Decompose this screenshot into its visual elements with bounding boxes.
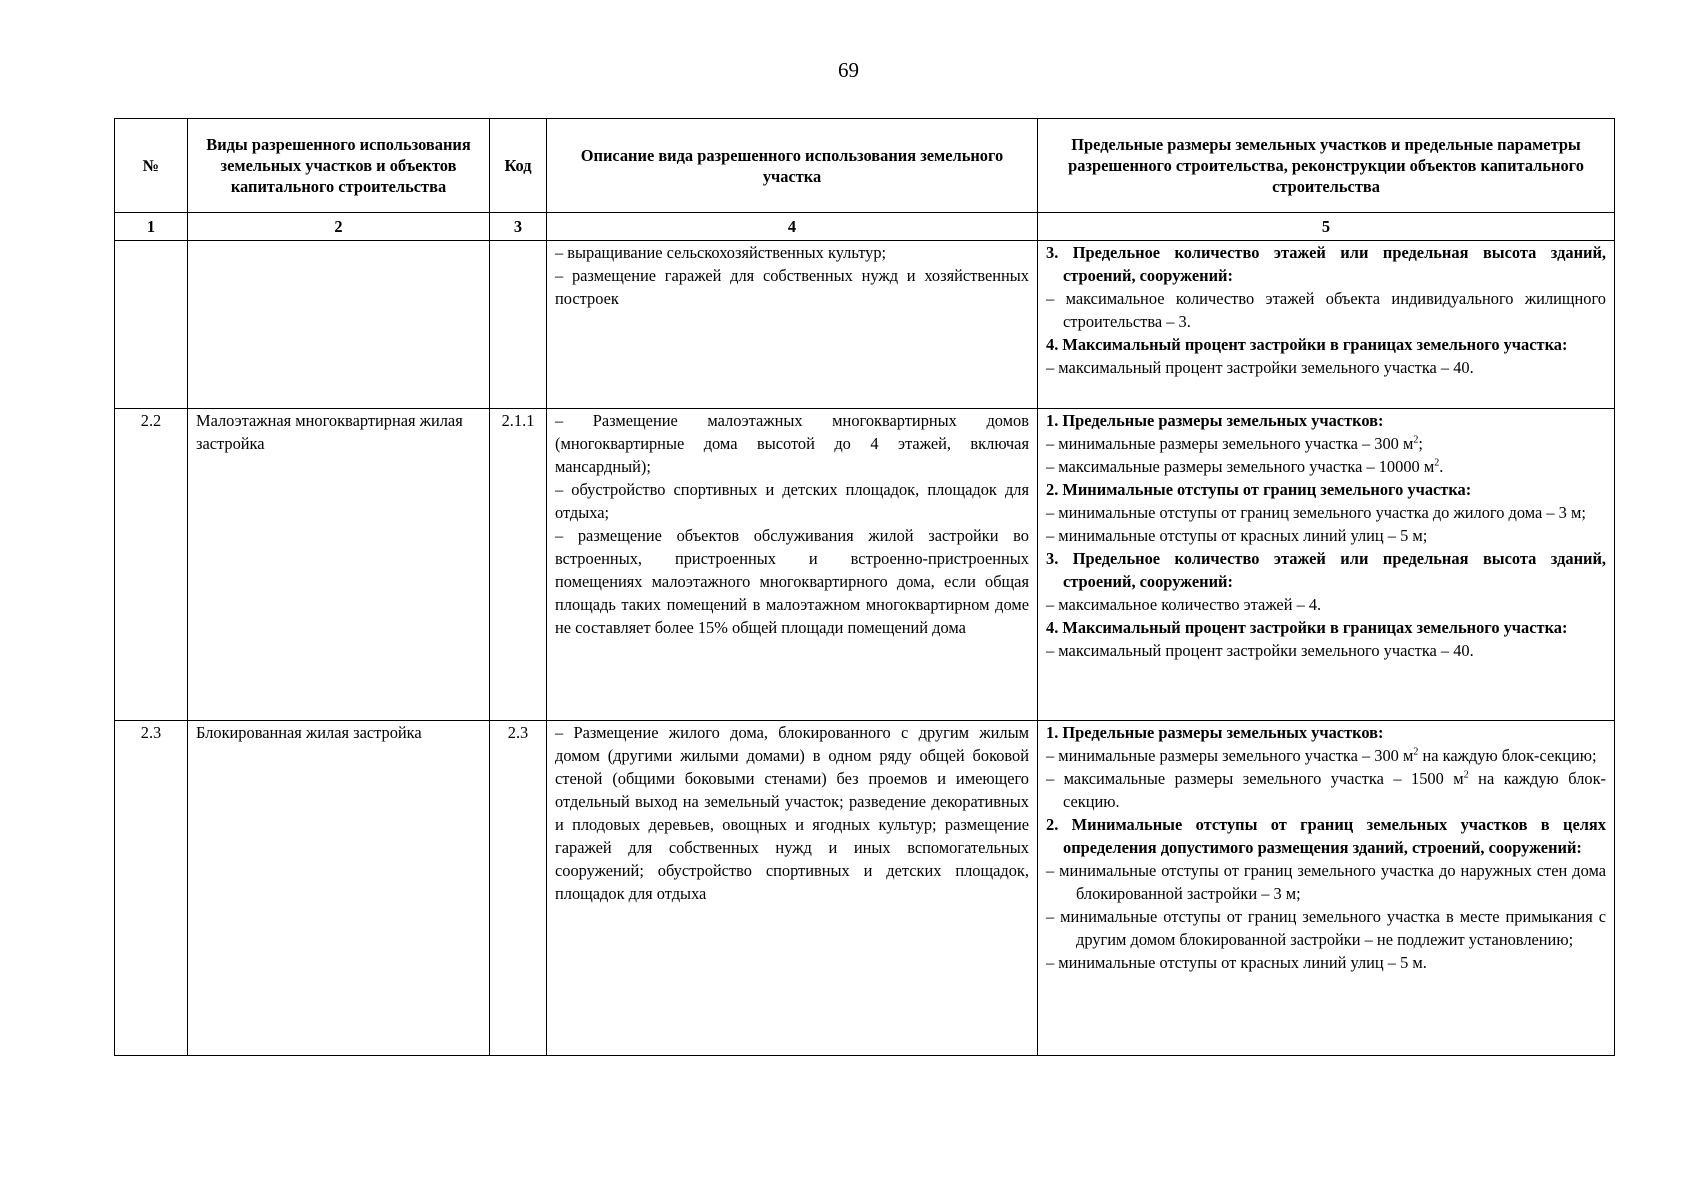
column-number: 5: [1038, 213, 1615, 241]
row-description: [547, 721, 1038, 1056]
table-row: [115, 721, 1615, 1056]
row-number: [115, 241, 188, 409]
row-code: 2.1.1: [490, 409, 547, 721]
parameter-item: – максимальное количество этажей – 4.: [1046, 595, 1322, 614]
page-number: 69: [838, 58, 859, 82]
column-number: 3: [490, 213, 547, 241]
header-number: №: [115, 119, 188, 213]
row-code: 2.3: [490, 721, 547, 1056]
column-number: 4: [547, 213, 1038, 241]
row-number: 2.3: [115, 721, 188, 1056]
column-number: 1: [115, 213, 188, 241]
parameter-item: – максимальные размеры земельного участка – 1500 $м^2$ на каждую блок-секцию.: [1046, 769, 1606, 811]
parameter-heading: 2. Минимальные отступы от границ земельных участков в целях определения допустимого размещения зданий, строений, сооружений:: [1046, 815, 1606, 857]
parameter-item: – минимальные отступы от границ земельного участка до жилого дома – 3 м;: [1046, 503, 1586, 522]
row-description: [547, 241, 1038, 409]
parameter-item: – минимальные размеры земельного участка – 300 $м^2$;: [1046, 434, 1423, 453]
header-code: Код: [490, 119, 547, 213]
parameter-item: – минимальные отступы от границ земельного участка до наружных стен дома блокированной застройки – 3 м;: [1046, 861, 1606, 903]
header-parameters: Предельные размеры земельных участков и предельные параметры разрешенного строительства, реконструкции объектов капитального строительства: [1038, 119, 1615, 213]
header-description: Описание вида разрешенного использования земельного участка: [547, 119, 1038, 213]
row-use-type: [188, 241, 490, 409]
parameter-heading: 2. Минимальные отступы от границ земельного участка:: [1046, 480, 1472, 499]
parameter-item: – максимальный процент застройки земельного участка – 40.: [1046, 358, 1474, 377]
parameter-item: – максимальные размеры земельного участка – 10000 $м^2$.: [1046, 457, 1444, 476]
description-item: – выращивание сельскохозяйственных культур;: [555, 243, 887, 262]
parameter-item: – минимальные размеры земельного участка – 300 $м^2$ на каждую блок-секцию;: [1046, 746, 1597, 765]
parameter-heading: 3. Предельное количество этажей или предельная высота зданий, строений, сооружений:: [1046, 549, 1606, 591]
parameter-heading: 4. Максимальный процент застройки в границах земельного участка:: [1046, 618, 1568, 637]
row-parameters: [1038, 241, 1615, 409]
row-code: [490, 241, 547, 409]
row-use-type: Блокированная жилая застройка: [188, 721, 490, 1056]
table-row: [115, 409, 1615, 721]
row-parameters: [1038, 721, 1615, 1056]
zoning-regulations-table: [114, 118, 1615, 1056]
description-item: – размещение гаражей для собственных нужд и хозяйственных построек: [555, 266, 1029, 308]
parameter-item: – максимальное количество этажей объекта индивидуального жилищного строительства – 3.: [1046, 289, 1606, 331]
parameter-heading: 1. Предельные размеры земельных участков:: [1046, 723, 1384, 742]
description-item: – обустройство спортивных и детских площадок, площадок для отдыха;: [555, 480, 1029, 522]
parameter-heading: 4. Максимальный процент застройки в границах земельного участка:: [1046, 335, 1568, 354]
description-item: – размещение объектов обслуживания жилой застройки во встроенных, пристроенных и встроенно-пристроенных помещениях малоэтажного многоквартирного дома, если общая площадь таких помещений в малоэтажном многоквартирном доме не составляет более 15% общей площади помещений дома: [555, 526, 1029, 637]
parameter-item: – максимальный процент застройки земельного участка – 40.: [1046, 641, 1474, 660]
row-parameters: [1038, 409, 1615, 721]
table-header-row: [115, 119, 1615, 213]
row-use-type: Малоэтажная многоквартирная жилая застройка: [188, 409, 490, 721]
parameter-heading: 3. Предельное количество этажей или предельная высота зданий, строений, сооружений:: [1046, 243, 1606, 285]
description-item: – Размещение малоэтажных многоквартирных домов (многоквартирные дома высотой до 4 этажей, включая мансардный);: [555, 411, 1029, 476]
description-item: – Размещение жилого дома, блокированного с другим жилым домом (другими жилыми домами) в одном ряду общей боковой стеной (общими боковыми стенами) без проемов и имеющего отдельный выход на земельный участок; разведение декоративных и плодовых деревьев, овощных и ягодных культур; размещение гаражей для собственных нужд и иных вспомогательных сооружений; обустройство спортивных и детских площадок, площадок для отдыха: [555, 723, 1029, 903]
column-number: 2: [188, 213, 490, 241]
row-description: [547, 409, 1038, 721]
parameter-item: – минимальные отступы от границ земельного участка в месте примыкания с другим домом блокированной застройки – не подлежит установлению;: [1046, 907, 1606, 949]
parameter-heading: 1. Предельные размеры земельных участков:: [1046, 411, 1384, 430]
table-row: [115, 241, 1615, 409]
row-number: 2.2: [115, 409, 188, 721]
header-use-type: Виды разрешенного использования земельных участков и объектов капитального строительства: [188, 119, 490, 213]
column-number-row: [115, 213, 1615, 241]
parameter-item: – минимальные отступы от красных линий улиц – 5 м.: [1046, 953, 1427, 972]
parameter-item: – минимальные отступы от красных линий улиц – 5 м;: [1046, 526, 1428, 545]
